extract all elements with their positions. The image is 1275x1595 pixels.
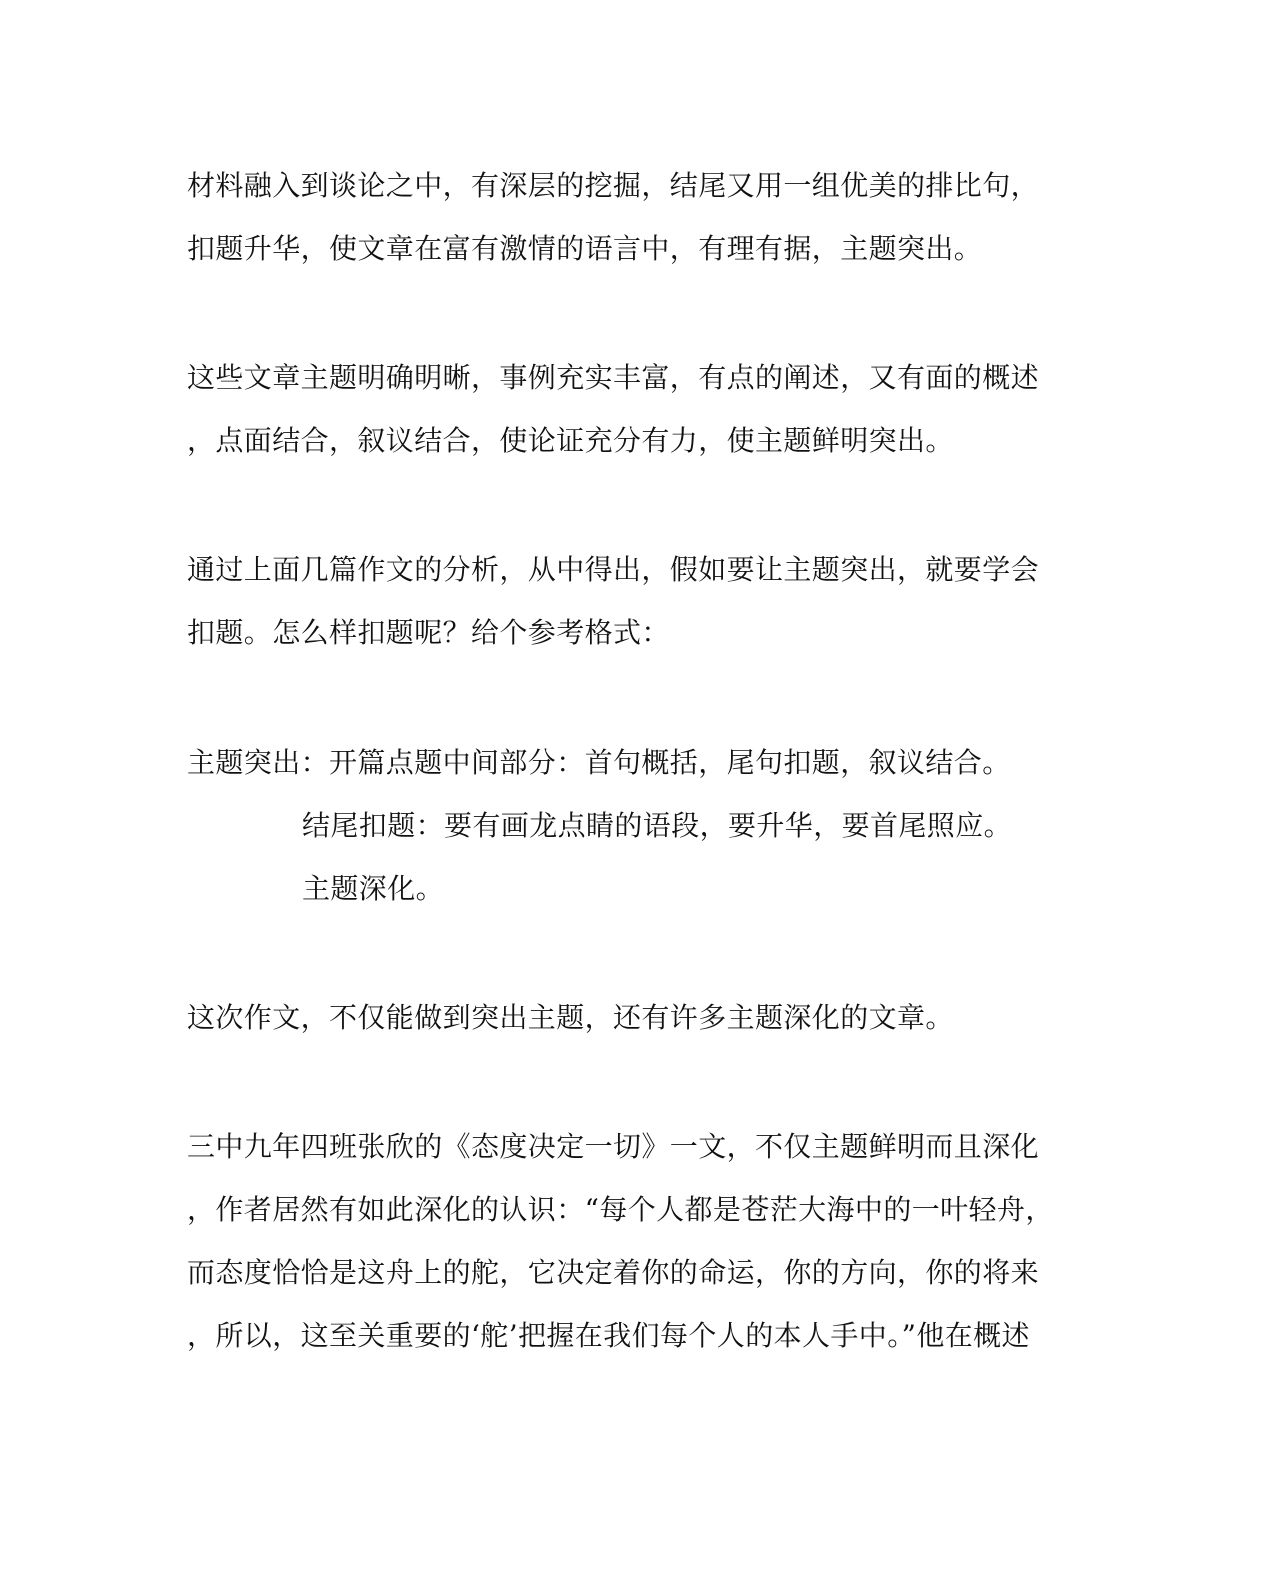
paragraph-3-line-2: 扣题。怎么样扣题呢？给个参考格式： xyxy=(187,616,670,649)
paragraph-1-line-1: 材料融入到谈论之中，有深层的挖掘，结尾又用一组优美的排比句， xyxy=(187,169,1040,202)
paragraph-1-line-2: 扣题升华，使文章在富有激情的语言中，有理有据，主题突出。 xyxy=(187,232,983,265)
paragraph-3-line-1: 通过上面几篇作文的分析，从中得出，假如要让主题突出，就要学会 xyxy=(187,553,1040,586)
paragraph-6-line-3: 而态度恰恰是这舟上的舵，它决定着你的命运，你的方向，你的将来 xyxy=(187,1256,1040,1289)
paragraph-4-line-2: 结尾扣题：要有画龙点睛的语段，要升华，要首尾照应。 xyxy=(302,809,1013,842)
paragraph-6-line-4: ，所以，这至关重要的‘舵’把握在我们每个人的本人手中。”他在概述 xyxy=(187,1319,1030,1352)
paragraph-6-line-2: ，作者居然有如此深化的认识：“每个人都是苍茫大海中的一叶轻舟， xyxy=(187,1193,1054,1226)
paragraph-4-line-1: 主题突出：开篇点题中间部分：首句概括，尾句扣题，叙议结合。 xyxy=(187,746,1011,779)
paragraph-6-line-1: 三中九年四班张欣的《态度决定一切》一文，不仅主题鲜明而且深化 xyxy=(187,1130,1040,1163)
paragraph-2-line-2: ，点面结合，叙议结合，使论证充分有力，使主题鲜明突出。 xyxy=(187,424,954,457)
paragraph-2-line-1: 这些文章主题明确明晰，事例充实丰富，有点的阐述，又有面的概述 xyxy=(187,361,1040,394)
paragraph-5-line-1: 这次作文，不仅能做到突出主题，还有许多主题深化的文章。 xyxy=(187,1001,954,1034)
paragraph-4-line-3: 主题深化。 xyxy=(302,872,445,905)
